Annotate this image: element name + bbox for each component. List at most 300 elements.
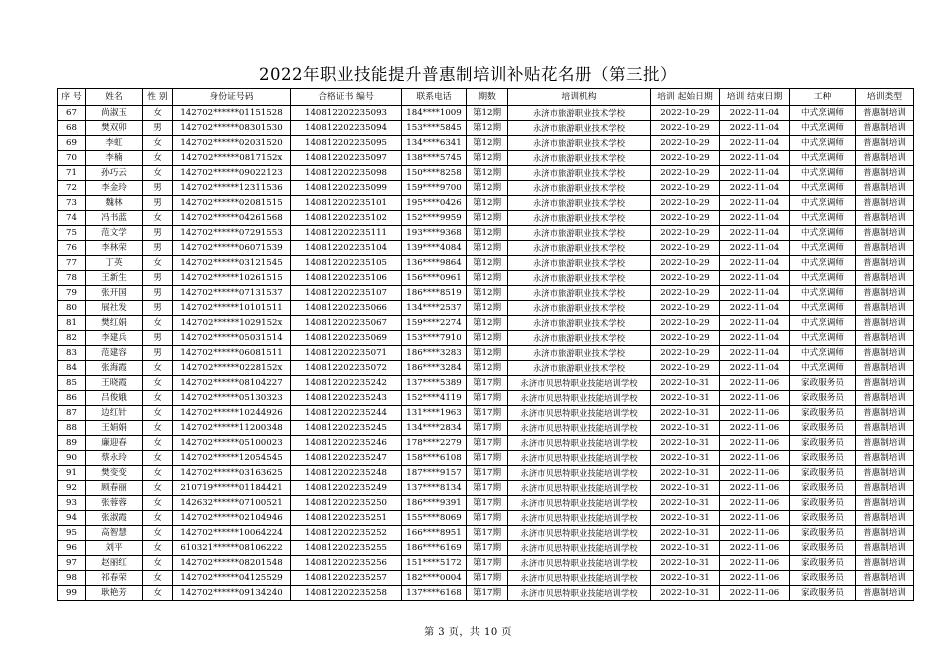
cell-period: 第12期 <box>467 286 508 301</box>
cell-certificate: 140812202235067 <box>291 316 402 331</box>
cell-occupation: 中式烹调师 <box>790 301 856 316</box>
col-header-gender: 性 别 <box>143 89 173 106</box>
cell-period: 第12期 <box>467 346 508 361</box>
cell-phone: 195****0426 <box>402 196 467 211</box>
cell-seq: 89 <box>58 436 86 451</box>
cell-training-type: 普惠制培训 <box>856 526 914 541</box>
cell-occupation: 家政服务员 <box>790 451 856 466</box>
table-row <box>58 361 914 376</box>
table-row <box>58 226 914 241</box>
cell-period: 第12期 <box>467 271 508 286</box>
cell-id-number: 142702******02081515 <box>173 196 291 211</box>
cell-gender: 男 <box>143 226 173 241</box>
cell-start-date: 2022-10-29 <box>651 166 720 181</box>
cell-end-date: 2022-11-06 <box>720 571 790 586</box>
cell-id-number: 142702******02104946 <box>173 511 291 526</box>
col-header-start-date: 培训 起始日期 <box>651 89 720 106</box>
cell-name: 范文学 <box>86 226 143 241</box>
table-row <box>58 121 914 136</box>
cell-seq: 86 <box>58 391 86 406</box>
cell-gender: 女 <box>143 526 173 541</box>
cell-certificate: 140812202235256 <box>291 556 402 571</box>
cell-id-number: 142702******06081511 <box>173 346 291 361</box>
cell-name: 王晓霞 <box>86 376 143 391</box>
cell-phone: 187****9157 <box>402 466 467 481</box>
cell-period: 第17期 <box>467 541 508 556</box>
cell-id-number: 610321******08106222 <box>173 541 291 556</box>
cell-training-type: 普惠制培训 <box>856 511 914 526</box>
cell-id-number: 142632******07100521 <box>173 496 291 511</box>
cell-seq: 73 <box>58 196 86 211</box>
cell-id-number: 142702******12311536 <box>173 181 291 196</box>
cell-start-date: 2022-10-31 <box>651 466 720 481</box>
col-header-training-type: 培训类型 <box>856 89 914 106</box>
cell-start-date: 2022-10-29 <box>651 301 720 316</box>
cell-name: 张海霞 <box>86 361 143 376</box>
cell-phone: 151****5172 <box>402 556 467 571</box>
cell-start-date: 2022-10-31 <box>651 421 720 436</box>
cell-gender: 女 <box>143 361 173 376</box>
cell-period: 第17期 <box>467 451 508 466</box>
cell-certificate: 140812202235107 <box>291 286 402 301</box>
cell-period: 第17期 <box>467 481 508 496</box>
cell-institution: 永济市旅游职业技术学校 <box>508 196 651 211</box>
cell-occupation: 家政服务员 <box>790 466 856 481</box>
table-row <box>58 526 914 541</box>
cell-phone: 138****5745 <box>402 151 467 166</box>
cell-gender: 男 <box>143 301 173 316</box>
cell-seq: 79 <box>58 286 86 301</box>
cell-occupation: 中式烹调师 <box>790 136 856 151</box>
cell-period: 第12期 <box>467 151 508 166</box>
cell-end-date: 2022-11-04 <box>720 226 790 241</box>
table-row <box>58 286 914 301</box>
cell-occupation: 中式烹调师 <box>790 226 856 241</box>
col-header-certificate: 合格证书 编号 <box>291 89 402 106</box>
table-body <box>58 106 914 601</box>
cell-institution: 永济市旅游职业技术学校 <box>508 136 651 151</box>
cell-end-date: 2022-11-06 <box>720 481 790 496</box>
cell-end-date: 2022-11-04 <box>720 151 790 166</box>
cell-period: 第17期 <box>467 526 508 541</box>
cell-institution: 永济市贝思特职业技能培训学校 <box>508 421 651 436</box>
cell-occupation: 家政服务员 <box>790 541 856 556</box>
cell-training-type: 普惠制培训 <box>856 421 914 436</box>
cell-institution: 永济市旅游职业技术学校 <box>508 211 651 226</box>
table-row <box>58 181 914 196</box>
cell-gender: 女 <box>143 106 173 121</box>
cell-training-type: 普惠制培训 <box>856 481 914 496</box>
cell-occupation: 中式烹调师 <box>790 346 856 361</box>
cell-gender: 女 <box>143 376 173 391</box>
cell-start-date: 2022-10-29 <box>651 106 720 121</box>
cell-training-type: 普惠制培训 <box>856 181 914 196</box>
cell-institution: 永济市旅游职业技术学校 <box>508 331 651 346</box>
cell-name: 王娟娟 <box>86 421 143 436</box>
cell-institution: 永济市贝思特职业技能培训学校 <box>508 526 651 541</box>
cell-period: 第17期 <box>467 421 508 436</box>
table-row <box>58 511 914 526</box>
cell-seq: 97 <box>58 556 86 571</box>
cell-institution: 永济市贝思特职业技能培训学校 <box>508 466 651 481</box>
cell-training-type: 普惠制培训 <box>856 106 914 121</box>
cell-end-date: 2022-11-04 <box>720 241 790 256</box>
cell-id-number: 142702******12054545 <box>173 451 291 466</box>
cell-id-number: 142702******05130323 <box>173 391 291 406</box>
table-row <box>58 421 914 436</box>
cell-seq: 82 <box>58 331 86 346</box>
cell-seq: 99 <box>58 586 86 601</box>
cell-seq: 87 <box>58 406 86 421</box>
cell-seq: 78 <box>58 271 86 286</box>
cell-phone: 139****4084 <box>402 241 467 256</box>
cell-end-date: 2022-11-04 <box>720 256 790 271</box>
cell-name: 耿艳芳 <box>86 586 143 601</box>
cell-certificate: 140812202235093 <box>291 106 402 121</box>
cell-institution: 永济市旅游职业技术学校 <box>508 121 651 136</box>
cell-start-date: 2022-10-29 <box>651 121 720 136</box>
cell-training-type: 普惠制培训 <box>856 166 914 181</box>
cell-seq: 69 <box>58 136 86 151</box>
table-row <box>58 331 914 346</box>
cell-start-date: 2022-10-29 <box>651 181 720 196</box>
cell-id-number: 142702******09134240 <box>173 586 291 601</box>
cell-end-date: 2022-11-06 <box>720 376 790 391</box>
cell-occupation: 中式烹调师 <box>790 151 856 166</box>
cell-name: 顾春丽 <box>86 481 143 496</box>
cell-gender: 男 <box>143 196 173 211</box>
cell-period: 第12期 <box>467 241 508 256</box>
cell-gender: 男 <box>143 271 173 286</box>
cell-name: 李楠 <box>86 151 143 166</box>
cell-name: 王新生 <box>86 271 143 286</box>
table-row <box>58 586 914 601</box>
cell-name: 冯书蓝 <box>86 211 143 226</box>
cell-institution: 永济市旅游职业技术学校 <box>508 181 651 196</box>
cell-phone: 166****8951 <box>402 526 467 541</box>
cell-end-date: 2022-11-06 <box>720 436 790 451</box>
cell-certificate: 140812202235258 <box>291 586 402 601</box>
cell-id-number: 142702******05031514 <box>173 331 291 346</box>
cell-end-date: 2022-11-06 <box>720 496 790 511</box>
cell-certificate: 140812202235106 <box>291 271 402 286</box>
cell-certificate: 140812202235244 <box>291 406 402 421</box>
cell-phone: 159****2274 <box>402 316 467 331</box>
cell-certificate: 140812202235249 <box>291 481 402 496</box>
cell-period: 第17期 <box>467 511 508 526</box>
cell-end-date: 2022-11-06 <box>720 406 790 421</box>
cell-training-type: 普惠制培训 <box>856 136 914 151</box>
cell-training-type: 普惠制培训 <box>856 316 914 331</box>
cell-id-number: 142702******04261568 <box>173 211 291 226</box>
cell-seq: 72 <box>58 181 86 196</box>
cell-institution: 永济市旅游职业技术学校 <box>508 256 651 271</box>
cell-phone: 152****9959 <box>402 211 467 226</box>
cell-certificate: 140812202235251 <box>291 511 402 526</box>
cell-phone: 184****1009 <box>402 106 467 121</box>
cell-phone: 153****5845 <box>402 121 467 136</box>
cell-name: 祁春荣 <box>86 571 143 586</box>
cell-id-number: 142702******03121545 <box>173 256 291 271</box>
cell-id-number: 142702******03163625 <box>173 466 291 481</box>
cell-seq: 83 <box>58 346 86 361</box>
cell-phone: 186****8519 <box>402 286 467 301</box>
cell-seq: 92 <box>58 481 86 496</box>
cell-start-date: 2022-10-29 <box>651 136 720 151</box>
cell-start-date: 2022-10-29 <box>651 316 720 331</box>
cell-institution: 永济市旅游职业技术学校 <box>508 226 651 241</box>
cell-training-type: 普惠制培训 <box>856 496 914 511</box>
cell-start-date: 2022-10-29 <box>651 226 720 241</box>
cell-occupation: 家政服务员 <box>790 556 856 571</box>
cell-period: 第17期 <box>467 466 508 481</box>
cell-seq: 76 <box>58 241 86 256</box>
cell-name: 吕俊娥 <box>86 391 143 406</box>
cell-certificate: 140812202235242 <box>291 376 402 391</box>
cell-phone: 134****6341 <box>402 136 467 151</box>
cell-start-date: 2022-10-29 <box>651 196 720 211</box>
table-row <box>58 316 914 331</box>
cell-name: 廉迎春 <box>86 436 143 451</box>
cell-name: 孙巧云 <box>86 166 143 181</box>
cell-training-type: 普惠制培训 <box>856 331 914 346</box>
col-header-institution: 培训机构 <box>508 89 651 106</box>
cell-end-date: 2022-11-04 <box>720 166 790 181</box>
cell-gender: 女 <box>143 451 173 466</box>
cell-institution: 永济市贝思特职业技能培训学校 <box>508 541 651 556</box>
cell-training-type: 普惠制培训 <box>856 571 914 586</box>
cell-start-date: 2022-10-31 <box>651 586 720 601</box>
cell-gender: 女 <box>143 151 173 166</box>
cell-name: 蔡永玲 <box>86 451 143 466</box>
cell-occupation: 家政服务员 <box>790 526 856 541</box>
cell-certificate: 140812202235246 <box>291 436 402 451</box>
table-row <box>58 541 914 556</box>
cell-end-date: 2022-11-06 <box>720 391 790 406</box>
cell-phone: 134****2537 <box>402 301 467 316</box>
cell-name: 边红针 <box>86 406 143 421</box>
cell-seq: 94 <box>58 511 86 526</box>
cell-gender: 女 <box>143 391 173 406</box>
cell-training-type: 普惠制培训 <box>856 466 914 481</box>
cell-phone: 193****9368 <box>402 226 467 241</box>
table-row <box>58 256 914 271</box>
cell-id-number: 210719******01184421 <box>173 481 291 496</box>
cell-id-number: 142702******10064224 <box>173 526 291 541</box>
cell-end-date: 2022-11-04 <box>720 106 790 121</box>
cell-id-number: 142702******10101511 <box>173 301 291 316</box>
cell-gender: 女 <box>143 571 173 586</box>
cell-institution: 永济市贝思特职业技能培训学校 <box>508 511 651 526</box>
cell-phone: 137****8134 <box>402 481 467 496</box>
cell-training-type: 普惠制培训 <box>856 586 914 601</box>
cell-occupation: 家政服务员 <box>790 511 856 526</box>
cell-certificate: 140812202235102 <box>291 211 402 226</box>
cell-start-date: 2022-10-31 <box>651 451 720 466</box>
cell-phone: 156****0961 <box>402 271 467 286</box>
cell-institution: 永济市旅游职业技术学校 <box>508 166 651 181</box>
cell-certificate: 140812202235247 <box>291 451 402 466</box>
cell-start-date: 2022-10-29 <box>651 151 720 166</box>
cell-gender: 女 <box>143 421 173 436</box>
cell-gender: 男 <box>143 121 173 136</box>
cell-start-date: 2022-10-29 <box>651 211 720 226</box>
cell-start-date: 2022-10-31 <box>651 496 720 511</box>
cell-institution: 永济市贝思特职业技能培训学校 <box>508 481 651 496</box>
cell-institution: 永济市贝思特职业技能培训学校 <box>508 496 651 511</box>
cell-training-type: 普惠制培训 <box>856 406 914 421</box>
cell-certificate: 140812202235097 <box>291 151 402 166</box>
cell-training-type: 普惠制培训 <box>856 541 914 556</box>
cell-seq: 75 <box>58 226 86 241</box>
cell-period: 第12期 <box>467 166 508 181</box>
cell-training-type: 普惠制培训 <box>856 436 914 451</box>
cell-occupation: 家政服务员 <box>790 586 856 601</box>
cell-institution: 永济市贝思特职业技能培训学校 <box>508 391 651 406</box>
cell-start-date: 2022-10-29 <box>651 346 720 361</box>
cell-id-number: 142702******02031520 <box>173 136 291 151</box>
cell-name: 展社发 <box>86 301 143 316</box>
cell-training-type: 普惠制培训 <box>856 271 914 286</box>
cell-training-type: 普惠制培训 <box>856 256 914 271</box>
cell-id-number: 142702******08301530 <box>173 121 291 136</box>
col-header-name: 姓名 <box>86 89 143 106</box>
cell-period: 第12期 <box>467 226 508 241</box>
cell-occupation: 中式烹调师 <box>790 166 856 181</box>
cell-start-date: 2022-10-31 <box>651 511 720 526</box>
cell-certificate: 140812202235098 <box>291 166 402 181</box>
cell-end-date: 2022-11-04 <box>720 136 790 151</box>
cell-certificate: 140812202235104 <box>291 241 402 256</box>
cell-seq: 98 <box>58 571 86 586</box>
cell-certificate: 140812202235257 <box>291 571 402 586</box>
cell-occupation: 中式烹调师 <box>790 361 856 376</box>
cell-certificate: 140812202235105 <box>291 256 402 271</box>
cell-period: 第17期 <box>467 391 508 406</box>
cell-seq: 67 <box>58 106 86 121</box>
cell-training-type: 普惠制培训 <box>856 196 914 211</box>
col-header-end-date: 培训 结束日期 <box>720 89 790 106</box>
cell-end-date: 2022-11-06 <box>720 451 790 466</box>
cell-institution: 永济市贝思特职业技能培训学校 <box>508 571 651 586</box>
cell-seq: 74 <box>58 211 86 226</box>
cell-gender: 女 <box>143 316 173 331</box>
cell-institution: 永济市旅游职业技术学校 <box>508 361 651 376</box>
cell-period: 第12期 <box>467 106 508 121</box>
col-header-id-number: 身份证号码 <box>173 89 291 106</box>
cell-phone: 178****2279 <box>402 436 467 451</box>
cell-id-number: 142702******07131537 <box>173 286 291 301</box>
cell-name: 高智慧 <box>86 526 143 541</box>
cell-start-date: 2022-10-31 <box>651 556 720 571</box>
cell-institution: 永济市旅游职业技术学校 <box>508 151 651 166</box>
cell-gender: 女 <box>143 556 173 571</box>
cell-phone: 186****9391 <box>402 496 467 511</box>
cell-start-date: 2022-10-29 <box>651 286 720 301</box>
cell-training-type: 普惠制培训 <box>856 376 914 391</box>
cell-period: 第12期 <box>467 121 508 136</box>
table-header-row <box>58 89 914 106</box>
cell-gender: 女 <box>143 136 173 151</box>
cell-gender: 女 <box>143 406 173 421</box>
cell-end-date: 2022-11-04 <box>720 346 790 361</box>
cell-end-date: 2022-11-04 <box>720 196 790 211</box>
table-row <box>58 451 914 466</box>
cell-id-number: 142702******07291553 <box>173 226 291 241</box>
cell-gender: 女 <box>143 481 173 496</box>
cell-training-type: 普惠制培训 <box>856 391 914 406</box>
cell-start-date: 2022-10-31 <box>651 406 720 421</box>
cell-certificate: 140812202235095 <box>291 136 402 151</box>
cell-period: 第12期 <box>467 136 508 151</box>
col-header-period: 期数 <box>467 89 508 106</box>
cell-id-number: 142702******0228152x <box>173 361 291 376</box>
cell-seq: 77 <box>58 256 86 271</box>
cell-phone: 136****9864 <box>402 256 467 271</box>
cell-phone: 153****7910 <box>402 331 467 346</box>
cell-name: 李金玲 <box>86 181 143 196</box>
cell-phone: 152****4119 <box>402 391 467 406</box>
cell-institution: 永济市旅游职业技术学校 <box>508 271 651 286</box>
cell-end-date: 2022-11-04 <box>720 271 790 286</box>
cell-period: 第17期 <box>467 586 508 601</box>
cell-institution: 永济市贝思特职业技能培训学校 <box>508 451 651 466</box>
cell-gender: 女 <box>143 466 173 481</box>
cell-training-type: 普惠制培训 <box>856 241 914 256</box>
cell-gender: 男 <box>143 181 173 196</box>
cell-certificate: 140812202235250 <box>291 496 402 511</box>
cell-name: 樊变变 <box>86 466 143 481</box>
cell-gender: 女 <box>143 586 173 601</box>
cell-certificate: 140812202235072 <box>291 361 402 376</box>
table-row <box>58 571 914 586</box>
cell-occupation: 中式烹调师 <box>790 286 856 301</box>
cell-gender: 女 <box>143 166 173 181</box>
cell-certificate: 140812202235099 <box>291 181 402 196</box>
cell-gender: 男 <box>143 241 173 256</box>
table-row <box>58 496 914 511</box>
cell-certificate: 140812202235094 <box>291 121 402 136</box>
col-header-phone: 联系电话 <box>402 89 467 106</box>
cell-gender: 男 <box>143 331 173 346</box>
cell-name: 李虹 <box>86 136 143 151</box>
cell-phone: 137****5389 <box>402 376 467 391</box>
cell-id-number: 142702******01151528 <box>173 106 291 121</box>
cell-occupation: 家政服务员 <box>790 406 856 421</box>
cell-start-date: 2022-10-31 <box>651 376 720 391</box>
cell-start-date: 2022-10-31 <box>651 391 720 406</box>
cell-occupation: 中式烹调师 <box>790 316 856 331</box>
cell-phone: 131****1963 <box>402 406 467 421</box>
col-header-seq: 序 号 <box>58 89 86 106</box>
cell-id-number: 142702******1029152x <box>173 316 291 331</box>
cell-institution: 永济市旅游职业技术学校 <box>508 286 651 301</box>
cell-seq: 88 <box>58 421 86 436</box>
cell-certificate: 140812202235243 <box>291 391 402 406</box>
cell-institution: 永济市贝思特职业技能培训学校 <box>508 586 651 601</box>
cell-period: 第12期 <box>467 211 508 226</box>
cell-gender: 女 <box>143 496 173 511</box>
cell-seq: 71 <box>58 166 86 181</box>
cell-id-number: 142702******04125529 <box>173 571 291 586</box>
cell-institution: 永济市旅游职业技术学校 <box>508 346 651 361</box>
cell-start-date: 2022-10-29 <box>651 271 720 286</box>
cell-phone: 182****0004 <box>402 571 467 586</box>
cell-occupation: 中式烹调师 <box>790 196 856 211</box>
cell-certificate: 140812202235069 <box>291 331 402 346</box>
cell-certificate: 140812202235111 <box>291 226 402 241</box>
cell-occupation: 中式烹调师 <box>790 271 856 286</box>
